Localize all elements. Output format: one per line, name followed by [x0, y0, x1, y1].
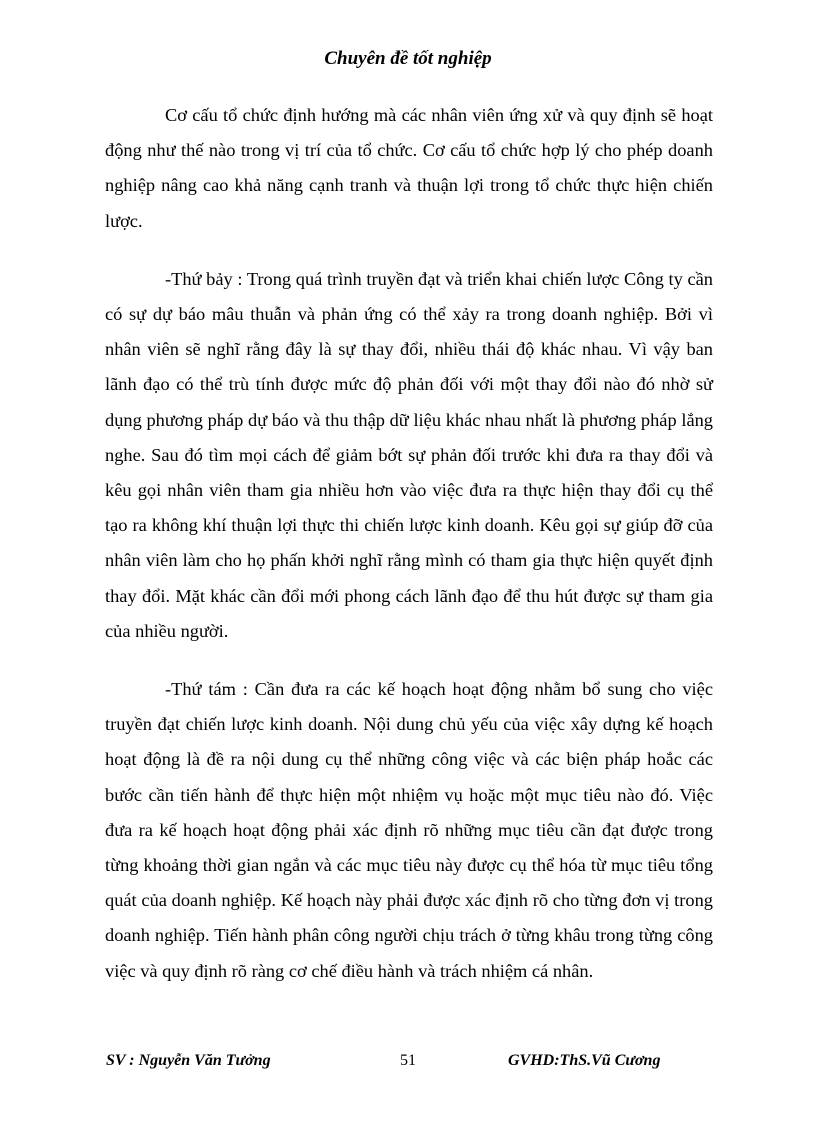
document-body — [105, 98, 713, 989]
page-header-title: Chuyên đề tốt nghiệp — [324, 48, 492, 69]
paragraph-eighth-point: -Thứ tám : Cần đưa ra các kế hoạch hoạt động nhằm bổ sung cho việc truyền đạt chiến lược kinh doanh. Nội dung chủ yếu của việc xây dựng kế hoạch hoạt động là đề ra nội dung cụ thể những công việc và các biện pháp hoắc các bước cần tiến hành để thực hiện một nhiệm vụ hoặc một mục tiêu nào đó. Việc đưa ra kế hoạch hoạt động phải xác định rõ những mục tiêu cần đạt được trong từng khoảng thời gian ngắn và các mục tiêu này được cụ thể hóa từ mục tiêu tổng quát của doanh nghiệp. Kế hoạch này phải được xác định rõ cho từng đơn vị trong doanh nghiệp. Tiến hành phân công người chịu trách ở từng khâu trong từng công việc và quy định rõ ràng cơ chế điều hành và trách nhiệm cá nhân. — [105, 679, 713, 981]
footer-advisor-name: GVHD:ThS.Vũ Cương — [508, 1052, 661, 1069]
page-footer — [0, 1052, 816, 1076]
paragraph-organization-structure: Cơ cấu tổ chức định hướng mà các nhân viên ứng xử và quy định sẽ hoạt động như thế nào trong vị trí của tổ chức. Cơ cấu tổ chức hợp lý cho phép doanh nghiệp nâng cao khả năng cạnh tranh và thuận lợi trong tổ chức thực hiện chiến lược. — [105, 105, 713, 231]
footer-student-name: SV : Nguyễn Văn Tưởng — [106, 1052, 271, 1069]
paragraph-seventh-point: -Thứ bảy : Trong quá trình truyền đạt và triển khai chiến lược Công ty cần có sự dự báo mâu thuẫn và phản ứng có thể xảy ra trong doanh nghiệp. Bởi vì nhân viên sẽ nghĩ rằng đây là sự thay đổi, nhiều thái độ khác nhau. Vì vậy ban lãnh đạo có thể trù tính được mức độ phản đối với một thay đổi nào đó nhờ sử dụng phương pháp dự báo và thu thập dữ liệu khác nhau nhất là phương pháp lắng nghe. Sau đó tìm mọi cách để giảm bớt sự phản đối trước khi đưa ra thay đổi và kêu gọi nhân viên tham gia nhiều hơn vào việc đưa ra thực hiện thay đổi cụ thể tạo ra không khí thuận lợi thực thi chiến lược kinh doanh. Kêu gọi sự giúp đỡ của nhân viên làm cho họ phấn khởi nghĩ rằng mình có tham gia thực hiện quyết định thay đổi. Mặt khác cần đổi mới phong cách lãnh đạo để thu hút được sự tham gia của nhiều người. — [105, 268, 713, 641]
footer-page-number: 51 — [400, 1052, 416, 1069]
